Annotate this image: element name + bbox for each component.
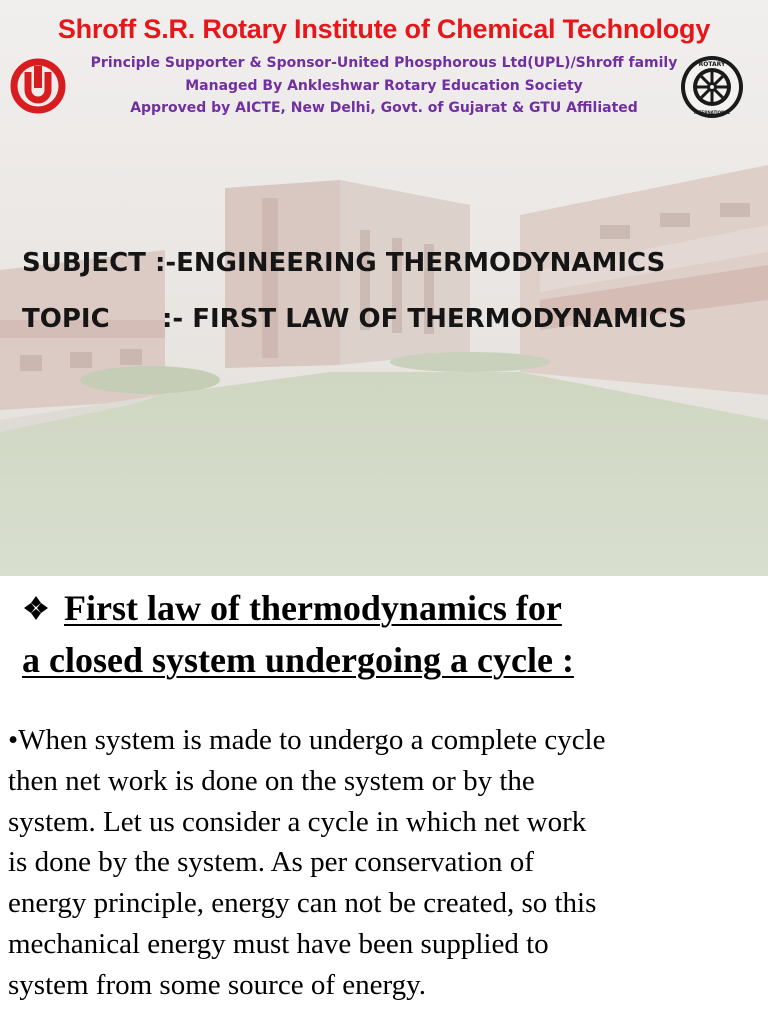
topic-row [22,304,687,334]
body-line: •When system is made to undergo a complete cycle [8,724,606,756]
rotary-logo-text-bottom: INTERNATIONAL [693,110,731,115]
diamond-bullet-icon [22,594,50,622]
heading-line-2 [22,634,762,686]
body-paragraph [8,720,753,1006]
body-line: energy principle, energy can not be created, so this [8,887,597,920]
subject-value: ENGINEERING THERMODYNAMICS [176,248,666,278]
rotary-international-logo [680,55,744,119]
institute-title: Shroff S.R. Rotary Institute of Chemical Technology [57,14,711,44]
rotary-logo-text-top: ROTARY [698,61,726,68]
body-line: is done by the system. As per conservation of [8,846,534,879]
body-line: system. Let us consider a cycle in which net work [8,805,587,838]
heading-text-1: First law of thermodynamics for [64,588,562,628]
topic-label: TOPIC [22,304,110,334]
body-line: mechanical energy must have been supplied to [8,927,549,960]
content-slide [0,576,768,1024]
approval-line: Approved by AICTE, New Delhi, Govt. of Gujarat & GTU Affiliated [130,100,638,116]
topic-value: :- FIRST LAW OF THERMODYNAMICS [162,304,687,334]
subject-row [22,248,665,278]
sponsor-line: Principle Supporter & Sponsor-United Phosphorous Ltd(UPL)/Shroff family [90,55,678,71]
subject-label: SUBJECT :- [22,248,177,278]
heading-text-2: a closed system undergoing a cycle : [22,640,574,680]
heading-line-1 [22,582,762,634]
slide-heading [22,582,762,686]
body-line: system from some source of energy. [8,968,426,1001]
management-line: Managed By Ankleshwar Rotary Education Society [185,78,583,94]
body-line: then net work is done on the system or by the [8,764,535,797]
